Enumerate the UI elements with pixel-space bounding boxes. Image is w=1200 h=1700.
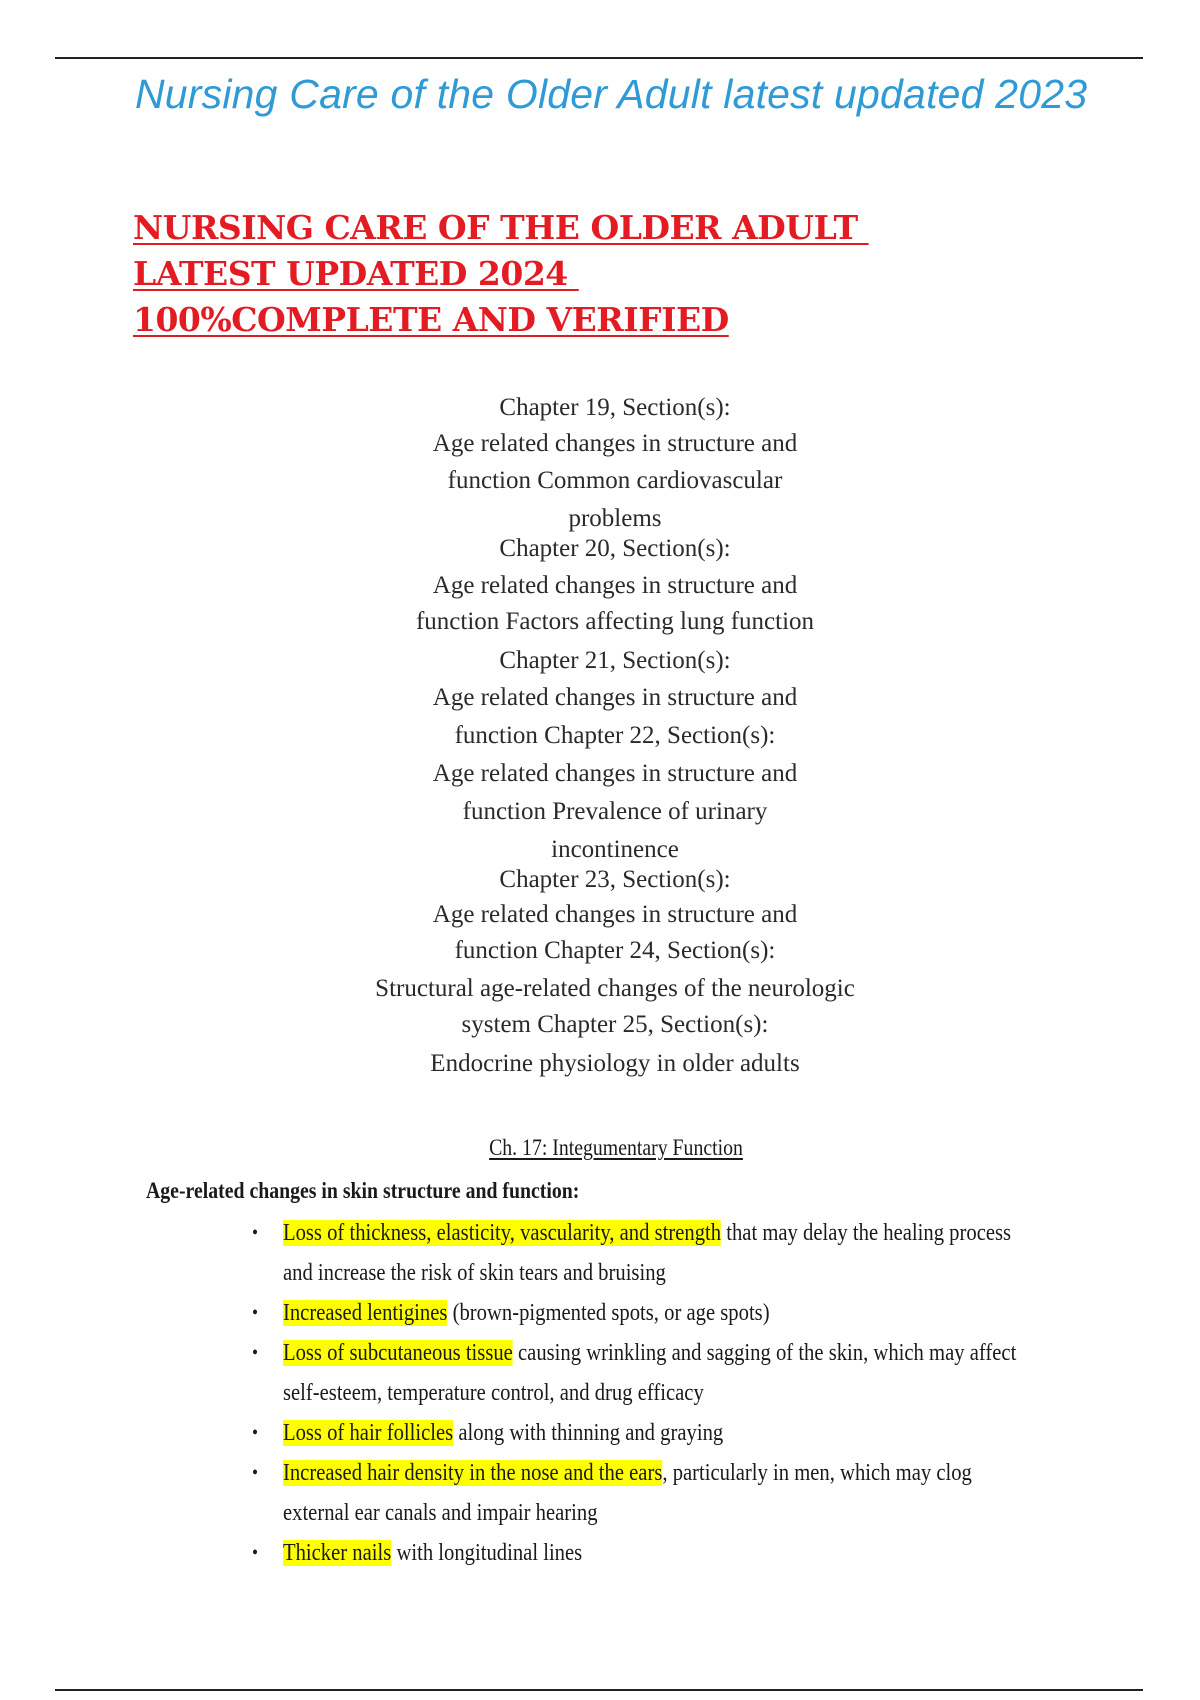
item-text: (brown-pigmented spots, or age spots) bbox=[447, 1300, 770, 1326]
toc-line: function Factors affecting lung function bbox=[415, 608, 815, 635]
toc-line: Age related changes in structure and bbox=[432, 430, 798, 457]
skin-changes-list bbox=[252, 1213, 1035, 1573]
toc-line: Age related changes in structure and bbox=[432, 760, 798, 787]
bullet-icon: • bbox=[252, 1222, 259, 1244]
toc-line: Structural age-related changes of the neurologic bbox=[375, 975, 855, 1002]
document-title bbox=[133, 205, 869, 343]
toc-line: system Chapter 25, Section(s): bbox=[461, 1011, 769, 1038]
toc-line: Age related changes in structure and bbox=[432, 901, 798, 928]
list-item bbox=[252, 1413, 1035, 1453]
chapter-heading bbox=[86, 1135, 1146, 1161]
highlighted-text: Loss of hair follicles bbox=[282, 1420, 454, 1446]
bullet-icon: • bbox=[252, 1462, 259, 1484]
toc-line: Chapter 19, Section(s): bbox=[499, 394, 731, 421]
document-title-line-1: NURSING CARE OF THE OLDER ADULT bbox=[133, 208, 869, 247]
document-title-line-2: LATEST UPDATED 2024 bbox=[133, 254, 579, 293]
toc-line: problems bbox=[568, 505, 662, 532]
toc-line: Chapter 21, Section(s): bbox=[499, 647, 731, 674]
list-item bbox=[252, 1213, 1035, 1293]
document-title-line-3: 100%COMPLETE AND VERIFIED bbox=[133, 300, 729, 339]
toc-line: Chapter 23, Section(s): bbox=[499, 866, 731, 893]
list-item bbox=[252, 1533, 1035, 1573]
item-text: that may delay the healing process and increase the risk of skin tears and bruising bbox=[282, 1220, 1012, 1286]
item-text: with longitudinal lines bbox=[391, 1540, 583, 1566]
toc-line: Age related changes in structure and bbox=[432, 572, 798, 599]
list-item bbox=[252, 1293, 1035, 1333]
toc-line: function Common cardiovascular bbox=[447, 467, 783, 494]
toc-line: Chapter 20, Section(s): bbox=[499, 535, 731, 562]
toc-line: incontinence bbox=[551, 836, 679, 863]
highlighted-text: Loss of thickness, elasticity, vascularity, and strength bbox=[282, 1220, 722, 1246]
bullet-icon: • bbox=[252, 1422, 259, 1444]
list-item bbox=[252, 1333, 1035, 1413]
highlighted-text: Loss of subcutaneous tissue bbox=[282, 1340, 513, 1366]
list-item bbox=[252, 1453, 1035, 1533]
bottom-divider bbox=[55, 1689, 1143, 1691]
section-subheading: Age-related changes in skin structure and function: bbox=[146, 1178, 580, 1203]
highlighted-text: Thicker nails bbox=[282, 1540, 392, 1566]
bullet-icon: • bbox=[252, 1302, 259, 1324]
highlighted-text: Increased lentigines bbox=[282, 1300, 448, 1326]
toc-line: Endocrine physiology in older adults bbox=[430, 1050, 800, 1077]
toc-line: Age related changes in structure and bbox=[432, 684, 798, 711]
highlighted-text: Increased hair density in the nose and the ears bbox=[282, 1460, 663, 1486]
bullet-icon: • bbox=[252, 1542, 259, 1564]
item-text: , particularly in men, which may clog external ear canals and impair hearing bbox=[282, 1460, 972, 1526]
toc-line: function Chapter 22, Section(s): bbox=[454, 722, 776, 749]
page-header-title: Nursing Care of the Older Adult latest updated 2023 bbox=[135, 71, 1088, 117]
toc-line: function Chapter 24, Section(s): bbox=[454, 937, 776, 964]
item-text: causing wrinkling and sagging of the skin, which may affect self-esteem, temperature control, and drug efficacy bbox=[282, 1340, 1017, 1406]
chapter-heading-text: Ch. 17: Integumentary Function bbox=[489, 1135, 743, 1160]
toc-line: function Prevalence of urinary bbox=[462, 798, 768, 825]
top-divider bbox=[55, 57, 1143, 59]
bullet-icon: • bbox=[252, 1342, 259, 1364]
chapter-sections-list bbox=[300, 394, 930, 1088]
item-text: along with thinning and graying bbox=[453, 1420, 724, 1446]
